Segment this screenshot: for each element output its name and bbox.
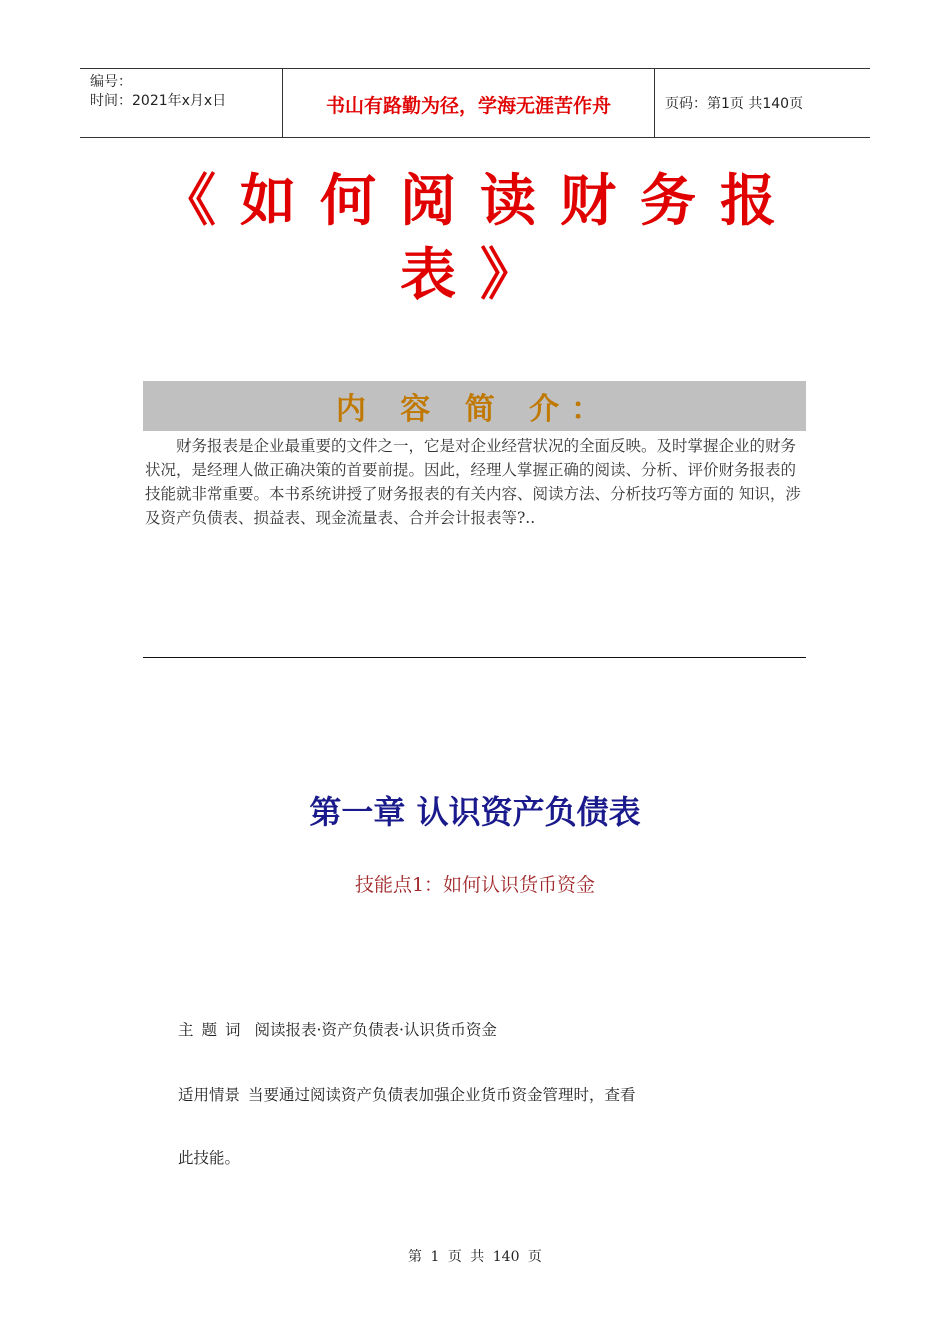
intro-paragraph: 财务报表是企业最重要的文件之一，它是对企业经营状况的全面反映。及时掌握企业的财务状况，是经理人做正确决策的首要前提。因此，经理人掌握正确的阅读、分析、评价财务报表的技能就非常重要。本书系统讲授了财务报表的有关内容、阅读方法、分析技巧等方面的 知识，涉及资产负债表、损益表、现金流量表、合并会计报表等?..	[145, 437, 801, 527]
topic-label: 主题词	[178, 1021, 249, 1039]
chapter-title: 第一章 认识资产负债表	[309, 793, 641, 831]
topic-text: 阅读报表·资产负债表·认识货币资金	[254, 1021, 497, 1039]
document-header	[80, 68, 870, 138]
scene-line	[178, 1083, 636, 1105]
header-page-info: 页码：第1页 共140页	[665, 96, 804, 112]
header-time: 时间：2021年x月x日	[90, 93, 227, 109]
skill-title: 技能点1：如何认识货币资金	[354, 874, 596, 896]
intro-heading: 内 容 简 介：	[335, 392, 614, 427]
section-divider	[143, 657, 806, 658]
header-motto: 书山有路勤为径，学海无涯苦作舟	[282, 69, 655, 137]
scene-label: 适用情景	[178, 1086, 241, 1104]
book-title	[150, 164, 810, 312]
scene-text: 当要通过阅读资产负债表加强企业货币资金管理时，查看	[248, 1086, 636, 1104]
header-number: 编号：	[90, 74, 132, 90]
header-meta	[80, 69, 282, 137]
book-title-line1: 《如何阅读财务报	[160, 168, 800, 234]
book-title-line2: 表》	[400, 242, 560, 308]
page-footer: 第 1 页 共 140 页	[408, 1249, 542, 1265]
scene-continuation: 此技能。	[178, 1149, 241, 1167]
intro-heading-bar	[143, 381, 806, 431]
topic-line	[178, 1018, 497, 1040]
